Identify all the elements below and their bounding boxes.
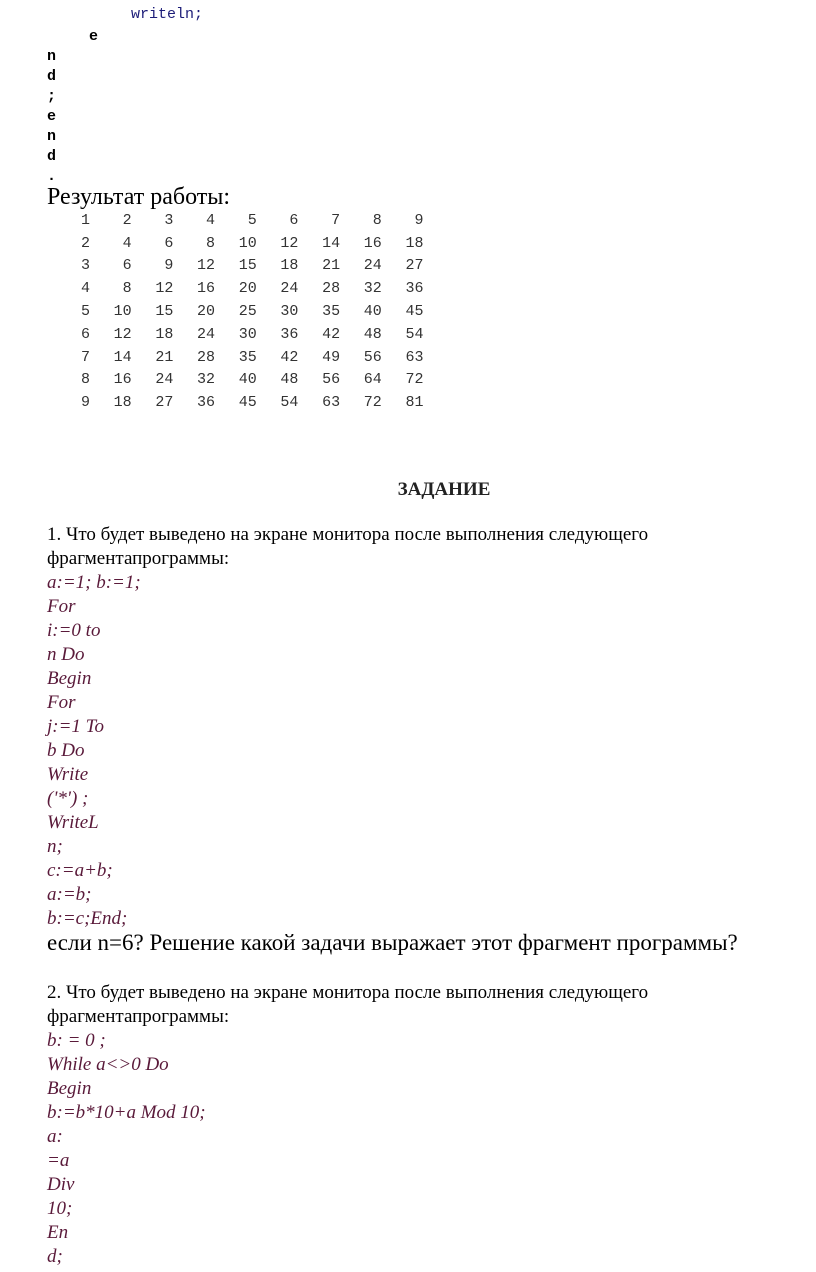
table-cell: 12 (280, 234, 299, 252)
task1-question: если n=6? Решение какой задачи выражает этот фрагмент программы? (47, 930, 738, 955)
task-heading: ЗАДАНИЕ (397, 479, 491, 500)
task1-line1: 1. Что будет выведено на экране монитора после выполнения следующего (47, 524, 649, 545)
code-char: d (47, 148, 57, 165)
table-row (50, 346, 424, 369)
table-cell: 6 (80, 325, 90, 343)
code-line: a:=1; b:=1; (47, 572, 141, 593)
table-cell: 9 (80, 394, 90, 412)
code-writeln: writeln; (131, 6, 204, 23)
table-cell: 27 (405, 257, 424, 275)
table-cell: 54 (280, 394, 299, 412)
result-title: Результат работы: (47, 184, 231, 210)
table-cell: 14 (113, 348, 132, 366)
table-cell: 16 (363, 234, 382, 252)
code-line: b:=b*10+a Mod 10; (47, 1102, 206, 1123)
table-cell: 7 (331, 211, 341, 229)
table-cell: 20 (197, 303, 216, 321)
table-cell: 6 (289, 211, 299, 229)
table-cell: 49 (322, 348, 341, 366)
code-line: =a (47, 1150, 70, 1171)
table-cell: 48 (280, 371, 299, 389)
table-cell: 56 (322, 371, 341, 389)
code-line: WriteL (47, 812, 99, 833)
code-line: Begin (47, 668, 92, 689)
table-cell: 28 (322, 280, 341, 298)
code-line: ('*') ; (47, 788, 89, 809)
table-cell: 24 (363, 257, 382, 275)
code-char: n (47, 128, 57, 145)
table-cell: 42 (322, 325, 341, 343)
table-cell: 40 (363, 303, 382, 321)
table-cell: 42 (280, 348, 299, 366)
table-cell: 35 (238, 348, 257, 366)
table-cell: 30 (280, 303, 299, 321)
table-row (50, 391, 424, 414)
table-cell: 5 (80, 303, 90, 321)
table-cell: 36 (405, 280, 424, 298)
table-row (50, 232, 424, 255)
task2-code (47, 1029, 206, 1269)
table-cell: 9 (414, 211, 424, 229)
table-cell: 45 (405, 303, 424, 321)
code-line: n Do (47, 644, 85, 665)
table-cell: 6 (164, 234, 174, 252)
table-cell: 9 (164, 257, 174, 275)
table-row (50, 369, 424, 392)
table-cell: 4 (80, 280, 90, 298)
code-line: n; (47, 836, 63, 857)
table-cell: 18 (155, 325, 174, 343)
table-cell: 27 (155, 394, 174, 412)
table-cell: 32 (363, 280, 382, 298)
table-cell: 20 (238, 280, 257, 298)
table-cell: 7 (80, 348, 90, 366)
table-cell: 15 (238, 257, 257, 275)
table-cell: 12 (155, 280, 174, 298)
table-cell: 54 (405, 325, 424, 343)
code-char: . (47, 168, 57, 185)
table-row (50, 300, 424, 323)
code-line: Div (47, 1174, 75, 1195)
code-line: c:=a+b; (47, 860, 113, 881)
table-cell: 45 (238, 394, 257, 412)
table-row (50, 277, 424, 300)
table-cell: 8 (206, 234, 216, 252)
table-cell: 1 (80, 211, 90, 229)
table-cell: 8 (372, 211, 382, 229)
table-cell: 72 (363, 394, 382, 412)
task2-line2: фрагментапрограммы: (47, 1006, 230, 1027)
table-cell: 25 (238, 303, 257, 321)
table-cell: 10 (113, 303, 132, 321)
table-row (50, 255, 424, 278)
table-cell: 21 (155, 348, 174, 366)
table-row (50, 209, 424, 232)
table-cell: 16 (197, 280, 216, 298)
table-cell: 16 (113, 371, 132, 389)
table-cell: 56 (363, 348, 382, 366)
table-cell: 12 (113, 325, 132, 343)
table-cell: 3 (164, 211, 174, 229)
table-cell: 18 (280, 257, 299, 275)
code-char: e (47, 108, 57, 125)
task2-text (47, 981, 807, 1029)
table-row (50, 323, 424, 346)
task1-text (47, 523, 807, 571)
table-cell: 18 (405, 234, 424, 252)
table-cell: 24 (197, 325, 216, 343)
code-line: i:=0 to (47, 620, 101, 641)
table-cell: 18 (113, 394, 132, 412)
table-cell: 48 (363, 325, 382, 343)
code-line: For (47, 692, 76, 713)
code-char: e (89, 28, 99, 45)
table-cell: 12 (197, 257, 216, 275)
table-cell: 6 (122, 257, 132, 275)
table-cell: 35 (322, 303, 341, 321)
table-cell: 32 (197, 371, 216, 389)
table-cell: 2 (80, 234, 90, 252)
code-line: b: = 0 ; (47, 1030, 106, 1051)
code-line: While a<>0 Do (47, 1054, 169, 1075)
table-cell: 81 (405, 394, 424, 412)
table-cell: 4 (206, 211, 216, 229)
table-cell: 8 (80, 371, 90, 389)
code-line: 10; (47, 1198, 73, 1219)
table-cell: 72 (405, 371, 424, 389)
table-cell: 64 (363, 371, 382, 389)
code-char: n (47, 48, 57, 65)
table-cell: 36 (197, 394, 216, 412)
table-cell: 40 (238, 371, 257, 389)
table-cell: 2 (122, 211, 132, 229)
code-char: d (47, 68, 57, 85)
table-cell: 15 (155, 303, 174, 321)
table-cell: 63 (322, 394, 341, 412)
table-cell: 36 (280, 325, 299, 343)
code-line: Begin (47, 1078, 92, 1099)
code-line: For (47, 596, 76, 617)
code-line: En (47, 1222, 69, 1243)
table-cell: 4 (122, 234, 132, 252)
table-cell: 8 (122, 280, 132, 298)
code-line: Write (47, 764, 89, 785)
code-line: b:=c;End; (47, 908, 128, 929)
code-line: a:=b; (47, 884, 92, 905)
table-cell: 5 (247, 211, 257, 229)
table-cell: 28 (197, 348, 216, 366)
task2-line1: 2. Что будет выведено на экране монитора после выполнения следующего (47, 982, 649, 1003)
multiplication-table (50, 209, 424, 414)
code-line: a: (47, 1126, 63, 1147)
table-cell: 3 (80, 257, 90, 275)
task1-line2: фрагментапрограммы: (47, 548, 230, 569)
table-cell: 24 (155, 371, 174, 389)
table-cell: 14 (322, 234, 341, 252)
table-cell: 21 (322, 257, 341, 275)
code-line: b Do (47, 740, 85, 761)
code-line: d; (47, 1246, 63, 1267)
task1-code (47, 571, 141, 931)
table-cell: 24 (280, 280, 299, 298)
code-char: ; (47, 88, 57, 105)
table-cell: 30 (238, 325, 257, 343)
code-line: j:=1 To (47, 716, 104, 737)
table-cell: 10 (238, 234, 257, 252)
table-cell: 63 (405, 348, 424, 366)
